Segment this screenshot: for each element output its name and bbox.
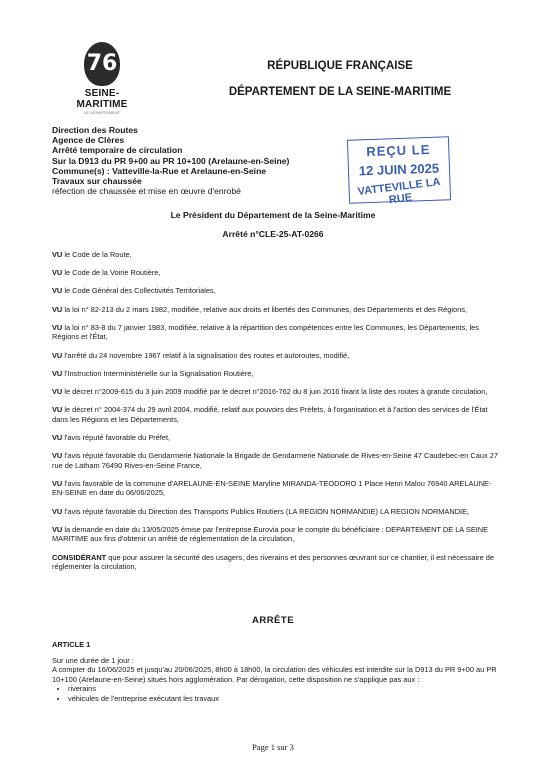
arrete-title: ARRÊTE bbox=[251, 615, 295, 626]
vu-paragraph: VU le Code Général des Collectivités Territoriales, bbox=[52, 286, 216, 296]
republic-heading: RÉPUBLIQUE FRANÇAISE bbox=[267, 60, 413, 72]
vu-paragraph: VU la loi n° 83-8 du 7 janvier 1983, modifiée, relative à la répartition des compétences entre les Communes, les Départements, les Régions et l'État, bbox=[52, 322, 479, 342]
vu-paragraph: VU la loi n° 82-213 du 2 mars 1982, modifiée, relative aux droits et libertés des Communes, des Départements et des Régions, bbox=[52, 304, 468, 314]
article-heading: ARTICLE 1 bbox=[52, 640, 91, 649]
vu-paragraph: VU le Code de la Voirie Routière, bbox=[52, 268, 161, 278]
stamp-received: REÇU LE bbox=[366, 141, 431, 160]
vu-paragraph: VU la demande en date du 13/05/2025 émise par l'entreprise Eurovia pour le compte du bénéficiaire : DEPARTEMENT DE LA SEINE MARITIME aux fins d'obtenir un arrêté de réglementation de la circulation, bbox=[52, 524, 489, 544]
logo-name: SEINE-MARITIME bbox=[76, 88, 128, 110]
vu-paragraph: VU l'arrêté du 24 novembre 1967 relatif à la signalisation des routes et autoroutes, modifié, bbox=[52, 350, 350, 360]
received-stamp bbox=[347, 136, 451, 207]
vu-paragraph: VU l'avis réputé favorable du Direction des Transports Publics Routiers (LA REGION NORMANDIE) LA REGION NORMANDIE, bbox=[52, 506, 470, 516]
considerations bbox=[52, 250, 498, 580]
article-text: A compter du 16/06/2025 et jusqu'au 20/06/2025, 8h00 à 18h00, la circulation des véhicules est interdite sur la D913 du PR 9+00 au PR 10+100 (Arelaune-en-Seine) situés hors agglomération. Par dérogation, cette disposition ne s'applique pas aux : bbox=[52, 665, 497, 684]
considerant-paragraph: CONSIDÉRANT que pour assurer la sécurité des usagers, des riverains et des personnes œuvrant sur ce chantier, il est nécessaire de réglementer la circulation, bbox=[52, 552, 494, 572]
vu-paragraph: VU l'Instruction Interministérielle sur la Signalisation Routière, bbox=[52, 368, 254, 378]
stamp-place: VATTEVILLE LA RUE bbox=[356, 175, 442, 207]
department-heading: DÉPARTEMENT DE LA SEINE-MARITIME bbox=[228, 86, 452, 98]
page-number: Page 1 sur 3 bbox=[252, 742, 294, 752]
logo-tagline: LE DÉPARTEMENT bbox=[84, 110, 120, 115]
stamp-date: 12 JUIN 2025 bbox=[358, 160, 440, 179]
vu-paragraph: VU l'avis réputé favorable du Préfet, bbox=[52, 432, 171, 442]
vu-paragraph: VU le décret n° 2004-374 du 29 avril 2004, modifié, relatif aux pouvoirs des Préfets, à l'organisation et à l'action des services de l'État dans les Régions et les Départements, bbox=[52, 405, 488, 424]
article-duration: Sur une durée de 1 jour : bbox=[52, 655, 134, 665]
vu-paragraph: VU l'avis réputé favorable du Gendarmerie Nationale la Brigade de Gendarmerie Nationale de Rives-en-Seine 47 Caudebec-en Caux 27 rue de Latham 76490 Rives-en-Seine France, bbox=[52, 451, 498, 470]
meta-works: Travaux sur chaussée bbox=[52, 176, 142, 187]
meta-communes: Commune(s) : Vatteville-la-Rue et Arelaune-en-Seine bbox=[52, 165, 267, 176]
vu-paragraph: VU le Code de la Route, bbox=[52, 250, 132, 259]
list-item: • riverains bbox=[68, 684, 498, 694]
meta-arrete-type: Arrêté temporaire de circulation bbox=[52, 145, 183, 156]
president-line: Le Président du Département de la Seine-Maritime bbox=[170, 210, 376, 220]
vu-paragraph: VU l'avis favorable de la commune d'ARELAUNE-EN-SEINE Maryline MIRANDA-TEODORO 1 Place Henri Malou 76940 ARELAUNE-EN-SEINE en date du 06/06/2025, bbox=[52, 478, 492, 498]
department-logo bbox=[62, 42, 142, 115]
exemption-list bbox=[52, 684, 498, 703]
document-meta bbox=[52, 125, 289, 196]
logo-number: 76 bbox=[84, 42, 120, 86]
meta-road: Sur la D913 du PR 9+00 au PR 10+100 (Arelaune-en-Seine) bbox=[52, 155, 290, 166]
meta-direction: Direction des Routes bbox=[52, 125, 138, 135]
arrete-number: Arrêté n°CLE-25-AT-0266 bbox=[222, 229, 324, 239]
article-1 bbox=[52, 640, 498, 704]
meta-agency: Agence de Clères bbox=[52, 135, 125, 146]
meta-works-detail: réfection de chaussée et mise en œuvre d'enrobé bbox=[52, 186, 241, 197]
list-item: • véhicules de l'entreprise exécutant les travaux bbox=[68, 694, 498, 704]
vu-paragraph: VU le décret n°2009-615 du 3 juin 2009 modifié par le décret n°2016-762 du 8 juin 2016 fixant la liste des routes à grande circulation, bbox=[52, 386, 488, 396]
